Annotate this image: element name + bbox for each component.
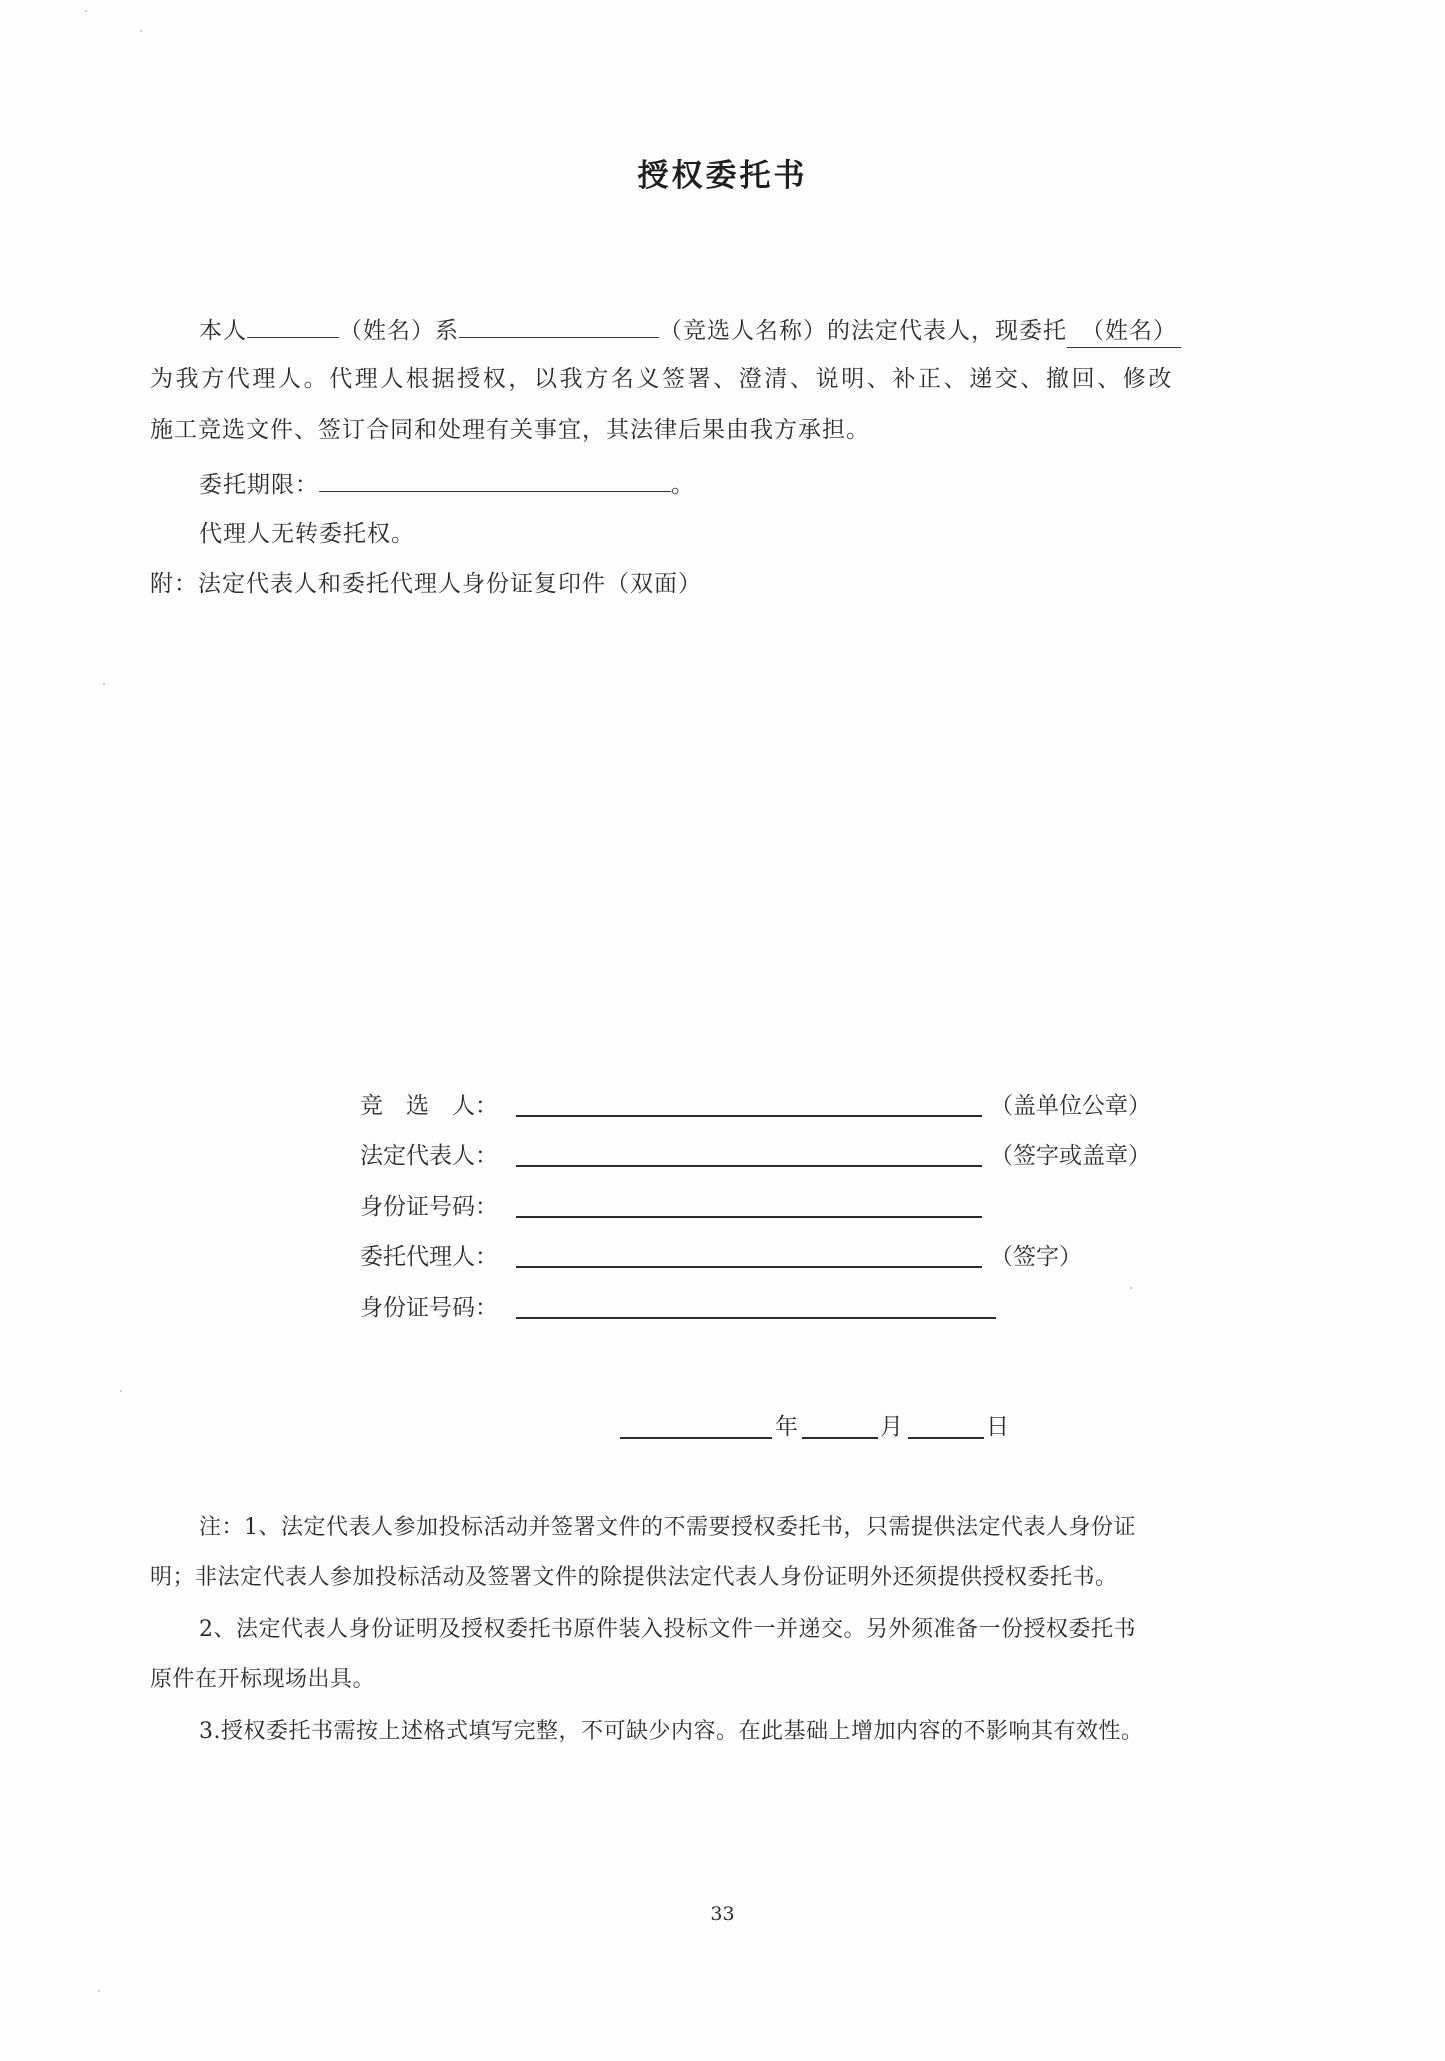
- scan-speck: [120, 1390, 122, 1392]
- note-2-line-2: 原件在开标现场出具。: [150, 1667, 376, 1692]
- agent-name-field: （姓名）: [1067, 315, 1181, 348]
- legal-rep-label: 法定代表人：: [360, 1143, 498, 1169]
- intro-name-hint: （姓名）系: [339, 318, 459, 344]
- month-char: 月: [880, 1414, 903, 1440]
- period-line: [199, 467, 695, 501]
- intro-self: 本人: [199, 318, 247, 344]
- period-label: 委托期限：: [199, 472, 319, 498]
- bidder-label: 竞 选 人：: [360, 1093, 498, 1119]
- year-char: 年: [775, 1414, 798, 1440]
- scan-speck: [103, 683, 105, 685]
- intro-line-3: 施工竞选文件、签订合同和处理有关事宜，其法律后果由我方承担。: [150, 417, 870, 443]
- intro-line-1: [199, 313, 1181, 348]
- id-number-label-1: 身份证号码：: [360, 1194, 498, 1220]
- intro-line-2: 为我方代理人。代理人根据授权，以我方名义签署、澄清、说明、补正、递交、撤回、修改: [150, 366, 1174, 392]
- day-line: [908, 1437, 984, 1439]
- agent-line: [516, 1266, 982, 1268]
- no-subdelegation: 代理人无转委托权。: [199, 521, 415, 547]
- scan-speck: [1130, 1287, 1132, 1289]
- note-2-line-1: 2、法定代表人身份证明及授权委托书原件装入投标文件一并递交。另外须准备一份授权委托书: [199, 1617, 1137, 1642]
- document-title: 授权委托书: [637, 158, 808, 194]
- page-number: 33: [710, 1903, 735, 1925]
- period-end: 。: [671, 472, 695, 498]
- scan-speck: [85, 10, 87, 12]
- id-number-line-1: [516, 1216, 982, 1218]
- agent-label: 委托代理人：: [360, 1244, 498, 1270]
- month-line: [802, 1437, 878, 1439]
- id-number-line-2: [516, 1317, 996, 1319]
- name-blank: [247, 313, 339, 338]
- scan-speck: [98, 1990, 100, 1992]
- period-blank: [319, 467, 671, 492]
- note-1-line-2: 明；非法定代表人参加投标活动及签署文件的除提供法定代表人身份证明外还须提供授权委托书。: [150, 1565, 1118, 1590]
- legal-rep-note: （签字或盖章）: [990, 1143, 1151, 1169]
- note-3: 3.授权委托书需按上述格式填写完整，不可缺少内容。在此基础上增加内容的不影响其有效性。: [199, 1719, 1144, 1744]
- day-char: 日: [986, 1414, 1009, 1440]
- bidder-seal-note: （盖单位公章）: [990, 1093, 1151, 1119]
- id-number-label-2: 身份证号码：: [360, 1295, 498, 1321]
- bidder-name-blank: [459, 313, 659, 338]
- scan-speck: [140, 30, 142, 32]
- year-line: [620, 1437, 772, 1439]
- agent-sign-note: （签字）: [990, 1244, 1082, 1270]
- note-1-line-1: 注：1、法定代表人参加投标活动并签署文件的不需要授权委托书，只需提供法定代表人身份证: [199, 1515, 1137, 1540]
- attachment-note: 附：法定代表人和委托代理人身份证复印件（双面）: [150, 571, 702, 597]
- bidder-line: [516, 1115, 982, 1117]
- legal-rep-line: [516, 1165, 982, 1167]
- intro-bidder-hint: （竞选人名称）的法定代表人，现委托: [659, 318, 1067, 344]
